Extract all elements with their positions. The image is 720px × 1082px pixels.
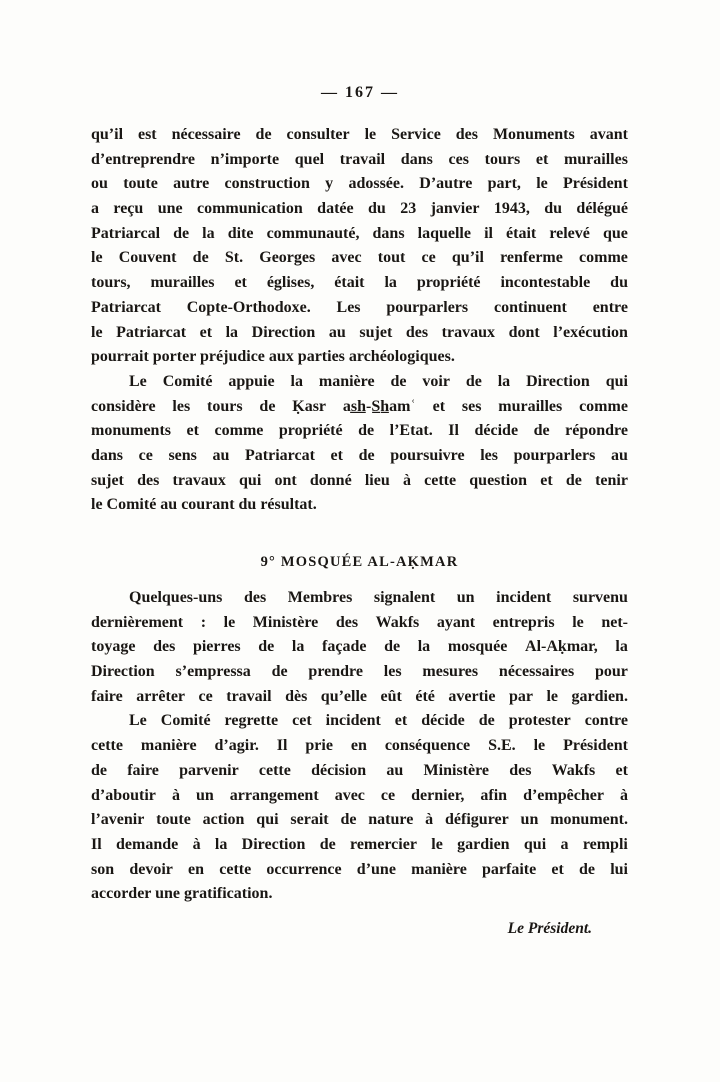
text-line: dans ce sens au Patriarcat et de poursuivre les pourparlers au [91,446,628,464]
text-line: sujet des travaux qui ont donné lieu à cette question et de tenir [91,471,628,489]
text-line: le Comité au courant du résultat. [91,496,317,514]
text-line: toyage des pierres de la façade de la mosquée Al-Aḳmar, la [91,638,628,656]
text-line: dernièrement : le Ministère des Wakfs ayant entrepris le net- [91,613,628,631]
paragraph [91,709,628,907]
text-line: Direction s’empressa de prendre les mesures nécessaires pour [91,663,628,681]
text-line: l’avenir toute action qui serait de nature à défigurer un monument. [91,811,628,829]
text-line: accorder une gratification. [91,885,273,903]
text-line: le Patriarcat et la Direction au sujet des travaux dont l’exécution [91,323,628,341]
page-number: — 167 — [321,84,399,101]
text-line: ou toute autre construction y adossée. D’autre part, le Président [91,175,628,193]
text-line: faire arrêter ce travail dès qu’elle eût été avertie par le gardien. [91,687,628,705]
text-line: Patriarcal de la dite communauté, dans laquelle il était relevé que [91,224,628,242]
text-line: Patriarcat Copte-Orthodoxe. Les pourparlers continuent entre [91,298,628,316]
text-line: Le Comité regrette cet incident et décide de protester contre [129,712,628,730]
paragraph [91,370,628,518]
text-line: d’entreprendre n’importe quel travail dans ces tours et murailles [91,150,628,168]
section-heading: 9° MOSQUÉE AL-AḲMAR [260,554,459,570]
text-line: Quelques-uns des Membres signalent un incident survenu [129,589,628,606]
text-line: monuments et comme propriété de l’Etat. Il décide de répondre [91,422,628,440]
text-line: Le Comité appuie la manière de voir de la Direction qui [129,372,628,390]
text-line: Il demande à la Direction de remercier le gardien qui a rempli [91,835,628,853]
text-line: de faire parvenir cette décision au Ministère des Wakfs et [91,761,628,779]
text-line: pourrait porter préjudice aux parties archéologiques. [91,348,455,366]
text-block [91,123,628,939]
paragraph [91,123,628,370]
text-line: considère les tours de Ḳasr as̲h̲-S̲h̲amʿ et ses murailles comme [91,397,628,415]
text-line: le Couvent de St. Georges avec tout ce qu’il renferme comme [91,249,628,267]
paragraph [91,586,628,709]
text-line: tours, murailles et églises, était la propriété incontestable du [91,274,628,292]
text-line: qu’il est nécessaire de consulter le Service des Monuments avant [91,126,628,143]
text-line: d’aboutir à un arrangement avec ce dernier, afin d’empêcher à [91,786,628,804]
text-line: son devoir en cette occurrence d’une manière parfaite et de lui [91,860,628,878]
text-line: cette manière d’agir. Il prie en conséquence S.E. le Président [91,737,628,755]
text-line: a reçu une communication datée du 23 janvier 1943, du délégué [91,200,628,218]
signature: Le Président. [507,919,592,937]
